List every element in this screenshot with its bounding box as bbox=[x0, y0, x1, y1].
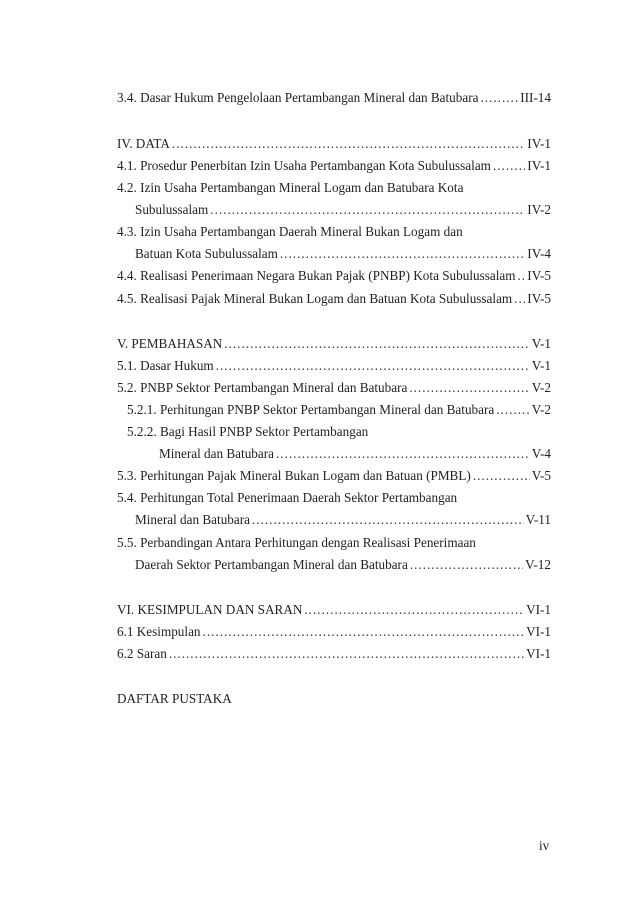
toc-leader-dots bbox=[517, 266, 525, 286]
toc-entry bbox=[117, 600, 551, 620]
toc-entry-page: III-14 bbox=[520, 90, 551, 105]
toc-entry-title: Daerah Sektor Pertambangan Mineral dan Batubara bbox=[135, 557, 408, 572]
toc-leader-dots bbox=[410, 555, 523, 575]
toc-entry bbox=[117, 378, 551, 398]
toc-entry-page: VI-1 bbox=[526, 646, 551, 661]
toc-entry-title: IV. DATA bbox=[117, 136, 170, 151]
toc-entry-title: 4.4. Realisasi Penerimaan Negara Bukan Pajak (PNBP) Kota Subulussalam bbox=[117, 268, 516, 283]
toc-entry-page: IV-1 bbox=[527, 158, 551, 173]
toc-leader-dots bbox=[169, 644, 524, 664]
toc-entry bbox=[117, 289, 551, 309]
toc-entry bbox=[135, 244, 551, 264]
toc-entry-title: DAFTAR PUSTAKA bbox=[117, 691, 232, 706]
toc-entry bbox=[135, 200, 551, 220]
toc-entry-page: V-1 bbox=[531, 358, 551, 373]
toc-entry-page: VI-1 bbox=[526, 624, 551, 639]
toc-leader-dots bbox=[276, 444, 530, 464]
toc-entry bbox=[117, 88, 551, 108]
toc-entry-title: 5.2. PNBP Sektor Pertambangan Mineral dan Batubara bbox=[117, 380, 408, 395]
toc-leader-dots bbox=[480, 88, 518, 108]
toc-entry bbox=[117, 622, 551, 642]
toc-entry-page: V-11 bbox=[525, 512, 551, 527]
toc-leader-dots bbox=[493, 156, 525, 176]
toc-entry bbox=[117, 334, 551, 354]
toc-entry-title: 5.3. Perhitungan Pajak Mineral Bukan Logam dan Batuan (PMBL) bbox=[117, 468, 471, 483]
toc-entry bbox=[117, 644, 551, 664]
toc-entry-title: 4.1. Prosedur Penerbitan Izin Usaha Pertambangan Kota Subulussalam bbox=[117, 158, 491, 173]
toc-entry-title: 5.2.1. Perhitungan PNBP Sektor Pertambangan Mineral dan Batubara bbox=[127, 402, 495, 417]
toc-entry bbox=[127, 400, 551, 420]
toc-entry-title: 5.2.2. Bagi Hasil PNBP Sektor Pertambangan bbox=[127, 424, 369, 439]
toc-leader-dots bbox=[203, 622, 525, 642]
toc-entry bbox=[159, 444, 551, 464]
toc-leader-dots bbox=[473, 466, 530, 486]
toc-entry-title: Subulussalam bbox=[135, 202, 209, 217]
toc-entry-page: IV-5 bbox=[527, 291, 551, 306]
toc-entry-page: IV-4 bbox=[527, 246, 551, 261]
toc-leader-dots bbox=[210, 200, 525, 220]
toc-entry-page: V-1 bbox=[531, 336, 551, 351]
toc-entry bbox=[135, 510, 551, 530]
toc-leader-dots bbox=[409, 378, 529, 398]
page-number: iv bbox=[539, 838, 550, 853]
toc-leader-dots bbox=[496, 400, 529, 420]
toc-entry-page: IV-5 bbox=[527, 268, 551, 283]
toc-entry bbox=[117, 156, 551, 176]
toc-entry-page: V-5 bbox=[531, 468, 551, 483]
toc-entry bbox=[117, 266, 551, 286]
toc-entry-title: 4.2. Izin Usaha Pertambangan Mineral Logam dan Batubara Kota bbox=[117, 180, 464, 195]
toc-entry-title: Mineral dan Batubara bbox=[159, 446, 274, 461]
toc-entry-title: 6.1 Kesimpulan bbox=[117, 624, 201, 639]
toc-entry-title: 5.1. Dasar Hukum bbox=[117, 358, 214, 373]
toc-entry bbox=[117, 134, 551, 154]
toc-entry-page: V-4 bbox=[531, 446, 551, 461]
toc-entry-title: 6.2 Saran bbox=[117, 646, 167, 661]
toc-entry-page: V-2 bbox=[531, 380, 551, 395]
toc-entry-page: IV-2 bbox=[527, 202, 551, 217]
toc-entry-title: 4.5. Realisasi Pajak Mineral Bukan Logam dan Batuan Kota Subulussalam bbox=[117, 291, 513, 306]
toc-leader-dots bbox=[252, 510, 524, 530]
toc-entry-title: VI. KESIMPULAN DAN SARAN bbox=[117, 602, 303, 617]
toc-leader-dots bbox=[304, 600, 524, 620]
toc-entry-title: V. PEMBAHASAN bbox=[117, 336, 223, 351]
toc-leader-dots bbox=[280, 244, 525, 264]
toc-leader-dots bbox=[514, 289, 525, 309]
toc-entry-page: VI-1 bbox=[526, 602, 551, 617]
toc-leader-dots bbox=[216, 356, 530, 376]
toc-entry-title: 3.4. Dasar Hukum Pengelolaan Pertambangan Mineral dan Batubara bbox=[117, 90, 479, 105]
toc-entry-title: 5.4. Perhitungan Total Penerimaan Daerah Sektor Pertambangan bbox=[117, 490, 458, 505]
toc-entry-title: 4.3. Izin Usaha Pertambangan Daerah Mineral Bukan Logam dan bbox=[117, 224, 463, 239]
toc-leader-dots bbox=[224, 334, 529, 354]
toc-leader-dots bbox=[172, 134, 525, 154]
toc-entry-page: IV-1 bbox=[527, 136, 551, 151]
toc-entry-title: Batuan Kota Subulussalam bbox=[135, 246, 278, 261]
toc-entry-title: Mineral dan Batubara bbox=[135, 512, 250, 527]
toc-entry-page: V-12 bbox=[525, 557, 551, 572]
toc-entry-title: 5.5. Perbandingan Antara Perhitungan dengan Realisasi Penerimaan bbox=[117, 535, 476, 550]
toc-entry-page: V-2 bbox=[531, 402, 551, 417]
toc-entry bbox=[117, 466, 551, 486]
toc-entry bbox=[135, 555, 551, 575]
toc-entry bbox=[117, 356, 551, 376]
